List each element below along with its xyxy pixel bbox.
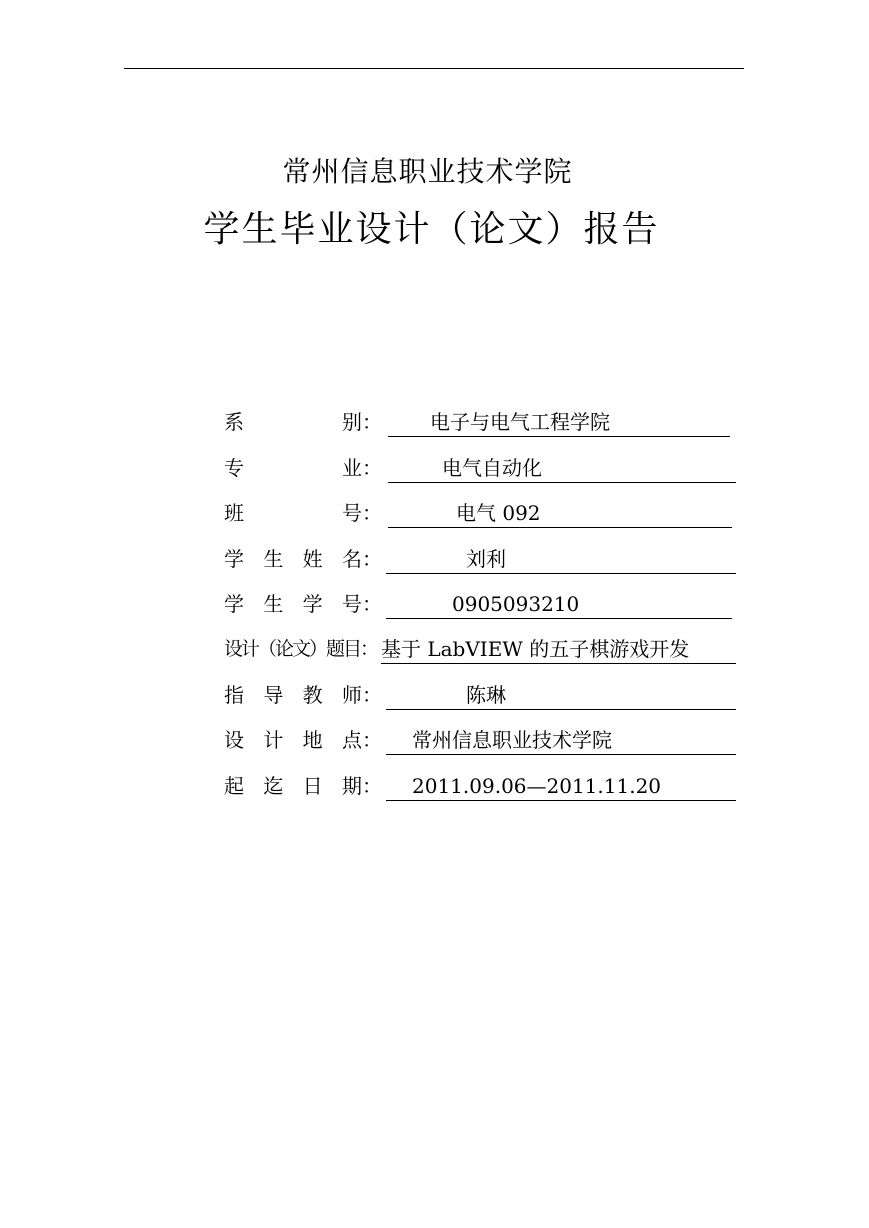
field-row-class bbox=[224, 497, 744, 529]
field-label: 学 生 姓 名： bbox=[224, 547, 382, 571]
field-value-thesis-title: 基于 LabVIEW 的五子棋游戏开发 bbox=[381, 633, 736, 664]
field-row-thesis-title bbox=[224, 633, 744, 665]
report-title: 学生毕业设计（论文）报告 bbox=[203, 209, 660, 250]
field-label: 设计（论文）题目： bbox=[224, 638, 378, 660]
field-row-dates bbox=[224, 770, 744, 802]
field-label: 设 计 地 点： bbox=[224, 728, 382, 752]
field-row-department bbox=[224, 406, 744, 438]
field-row-advisor bbox=[224, 679, 744, 711]
field-row-student-name bbox=[224, 543, 744, 575]
field-value-class: 电气 092 bbox=[388, 497, 732, 528]
school-name: 常州信息职业技术学院 bbox=[282, 155, 573, 188]
field-label: 系 别： bbox=[224, 410, 382, 434]
field-row-student-id bbox=[224, 588, 744, 620]
field-row-location bbox=[224, 724, 744, 756]
field-value-advisor: 陈琳 bbox=[386, 679, 736, 710]
field-value-location: 常州信息职业技术学院 bbox=[386, 724, 736, 755]
field-value-major: 电气自动化 bbox=[388, 452, 736, 483]
field-label: 学 生 学 号： bbox=[224, 592, 382, 616]
field-value-student-id: 0905093210 bbox=[386, 588, 732, 619]
field-label: 班 号： bbox=[224, 501, 382, 525]
header-rule bbox=[124, 68, 744, 69]
field-label: 专 业： bbox=[224, 456, 382, 480]
field-value-department: 电子与电气工程学院 bbox=[388, 406, 730, 437]
field-row-major bbox=[224, 452, 744, 484]
field-label: 起 迄 日 期： bbox=[224, 774, 382, 798]
field-label: 指 导 教 师： bbox=[224, 683, 382, 707]
field-value-dates: 2011.09.06—2011.11.20 bbox=[386, 770, 736, 801]
field-value-student-name: 刘利 bbox=[386, 543, 736, 574]
